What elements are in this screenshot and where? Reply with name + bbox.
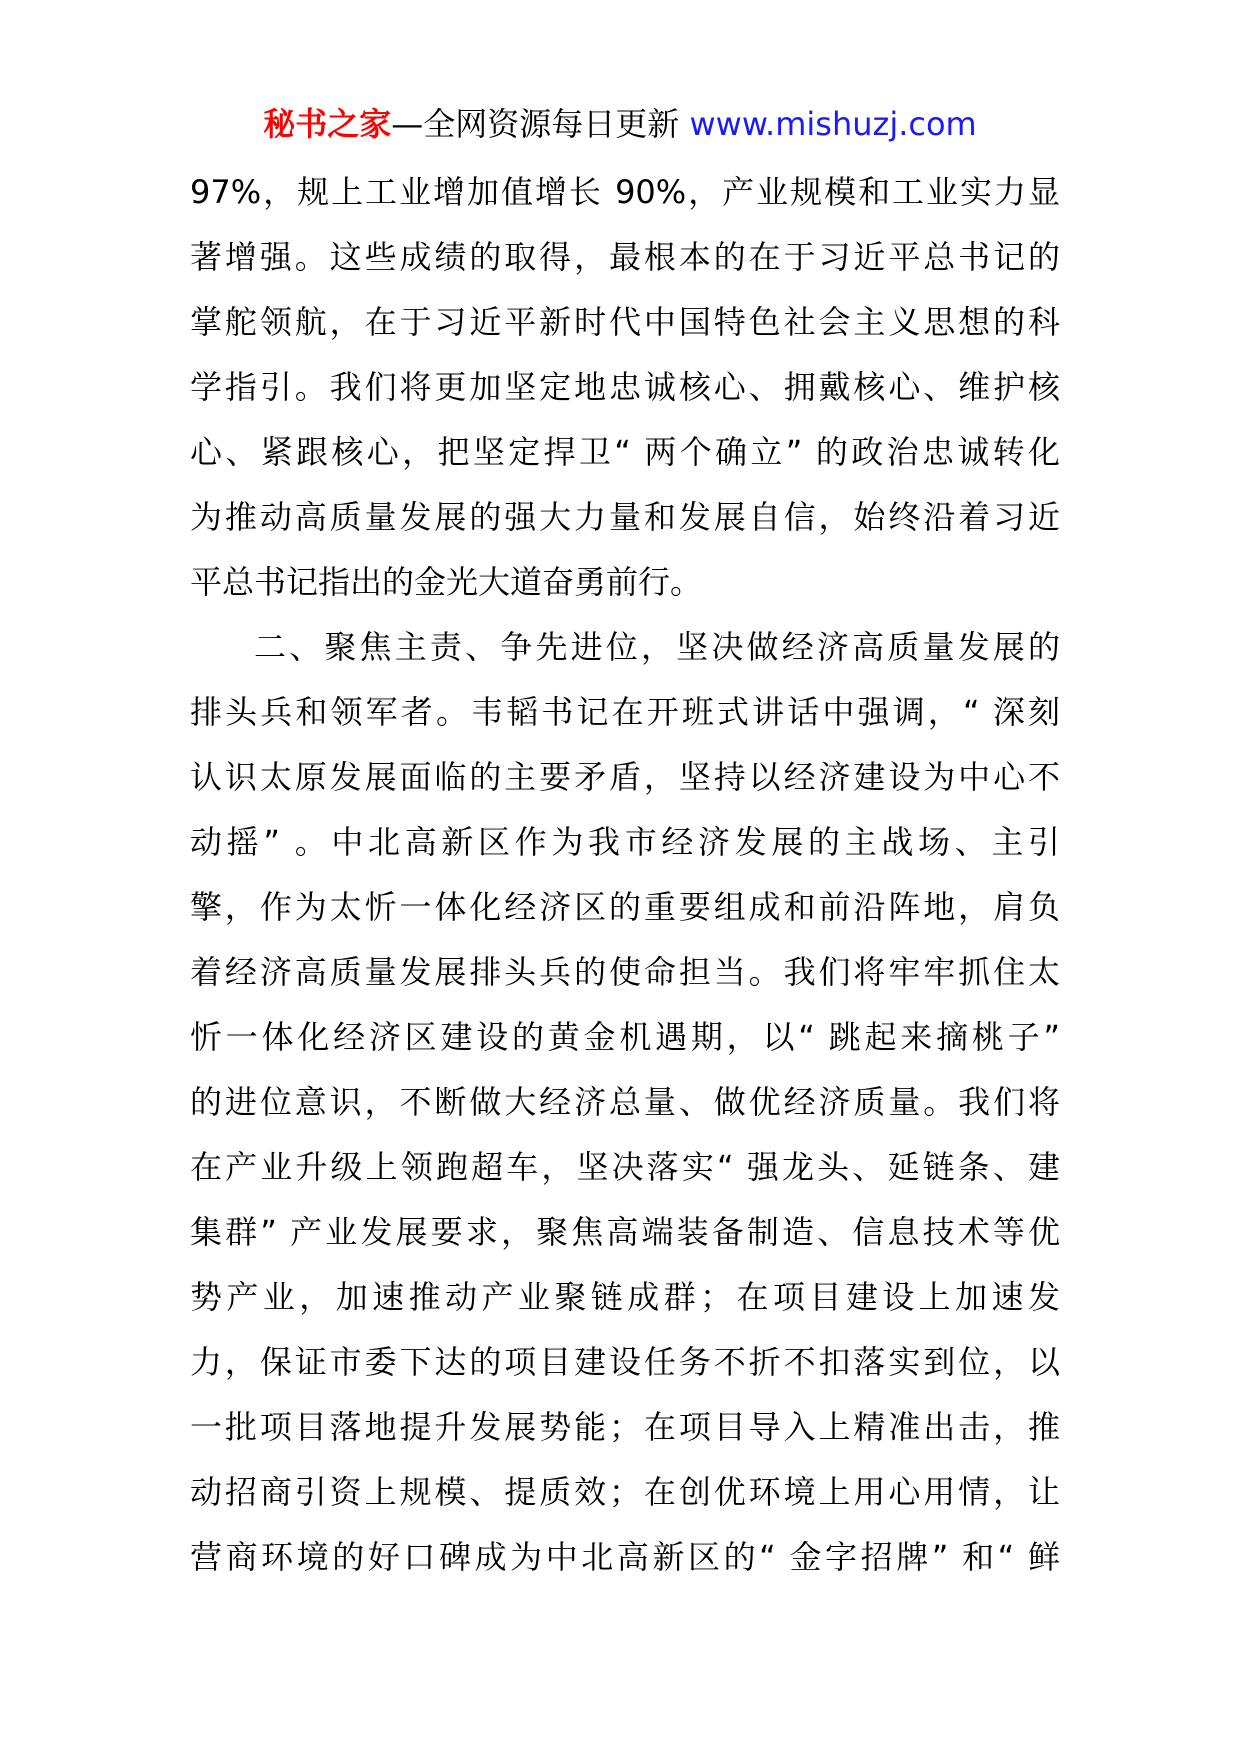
- text-line: 动摇” 。中北高新区作为我市经济发展的主战场、主引: [190, 823, 1060, 861]
- text-line: 认识太原发展面临的主要矛盾，坚持以经济建设为中心不: [190, 758, 1060, 796]
- header-tagline: —全网资源每日更新: [391, 105, 690, 143]
- text-line: 排头兵和领军者。韦韬书记在开班式讲话中强调，“ 深刻: [190, 693, 1060, 731]
- text-line: 动招商引资上规模、提质效；在创优环境上用心用情，让: [190, 1473, 1060, 1511]
- text-line: 心、紧跟核心，把坚定捍卫“ 两个确立” 的政治忠诚转化: [190, 433, 1060, 471]
- text-line: 为推动高质量发展的强大力量和发展自信，始终沿着习近: [190, 498, 1060, 536]
- text-line: 营商环境的好口碑成为中北高新区的“ 金字招牌” 和“ 鲜: [190, 1538, 1060, 1576]
- text-line: 著增强。这些成绩的取得，最根本的在于习近平总书记的: [190, 238, 1060, 276]
- text-line: 掌舵领航，在于习近平新时代中国特色社会主义思想的科: [190, 303, 1060, 341]
- text-line: 忻一体化经济区建设的黄金机遇期，以“ 跳起来摘桃子”: [190, 1018, 1060, 1056]
- text-line: 力，保证市委下达的项目建设任务不折不扣落实到位，以: [190, 1343, 1060, 1381]
- header-brand: 秘书之家: [263, 105, 392, 143]
- text-line: 着经济高质量发展排头兵的使命担当。我们将牢牢抓住太: [190, 953, 1060, 991]
- page-header: [0, 100, 1240, 148]
- text-line: 在产业升级上领跑超车，坚决落实“ 强龙头、延链条、建: [190, 1148, 1060, 1186]
- text-line: 97%，规上工业增加值增长 90%，产业规模和工业实力显: [190, 173, 1060, 211]
- text-line: 的进位意识，不断做大经济总量、做优经济质量。我们将: [190, 1083, 1060, 1121]
- body-text: [190, 160, 1060, 1590]
- paragraph-start-line: 二、聚焦主责、争先进位，坚决做经济高质量发展的: [254, 628, 1060, 666]
- text-line: 势产业，加速推动产业聚链成群；在项目建设上加速发: [190, 1278, 1060, 1316]
- header-url[interactable]: www.mishuzj.com: [689, 105, 977, 143]
- text-line: 集群” 产业发展要求，聚焦高端装备制造、信息技术等优: [190, 1213, 1060, 1251]
- text-line: 擎，作为太忻一体化经济区的重要组成和前沿阵地，肩负: [190, 888, 1060, 926]
- text-line: 学指引。我们将更加坚定地忠诚核心、拥戴核心、维护核: [190, 368, 1060, 406]
- text-line: 一批项目落地提升发展势能；在项目导入上精准出击，推: [190, 1408, 1060, 1446]
- text-line: 平总书记指出的金光大道奋勇前行。: [190, 563, 703, 601]
